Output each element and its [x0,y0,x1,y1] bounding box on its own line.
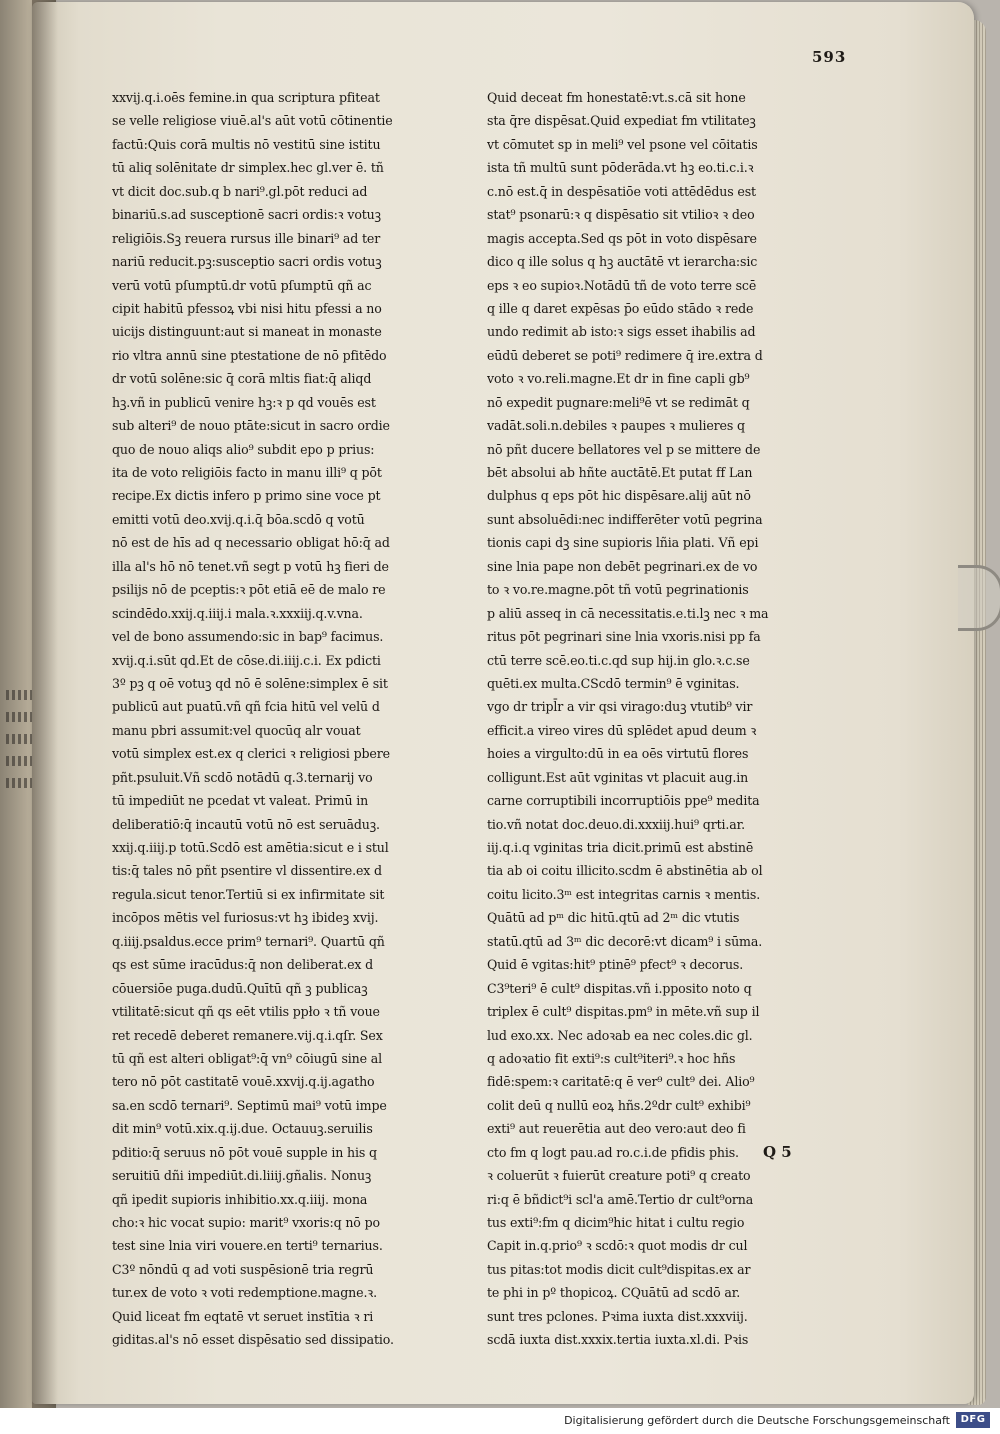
text-line: tia ab oi coitu illicito.scdm ē abstinētia ab ol [487,863,763,879]
text-line: verū votū pſumptū.dr votū pſumptū qñ ac [112,277,372,293]
text-line: Quid liceat fm eqtatē vt seruet instītia ꝛ ri [112,1308,374,1324]
text-line: Quid ē vgitas:hit⁹ ptinē⁹ pfect⁹ ꝛ decorus. [487,957,744,973]
digitization-credit: Digitalisierung gefördert durch die Deutsche Forschungsgemeinschaft [564,1414,950,1427]
text-line: sunt tres pclones. Pꝛima iuxta dist.xxxviij. [487,1308,748,1324]
text-line: scindēdo.xxij.q.iiij.i mala.ꝛ.xxxiij.q.v.vna. [112,605,363,621]
text-line: dico q ille solus q hꝫ auctātē vt ierarcha:sic [487,254,758,270]
text-line: to ꝛ vo.re.magne.pōt tñ votū pegrinationis [487,582,749,598]
text-line: p aliū asseq in cā necessitatis.e.ti.lꝫ nec ꝛ ma [487,605,769,621]
text-line: tionis capi dꝫ sine supioris lñia plati. Vñ epi [487,535,759,551]
text-line: quēti.ex multa.CScdō termin⁹ ē vginitas. [487,675,740,691]
text-line: uicijs distinguunt:aut si maneat in monaste [112,324,382,340]
text-line: se velle religiose viuē.al's aūt votū cōtinentie [112,113,393,129]
text-line: scdā iuxta dist.xxxix.tertia iuxta.xl.di. Pꝛis [487,1332,749,1348]
text-line: ita de voto religiōis facto in manu illi⁹ q pōt [112,465,382,480]
text-line: nō expedit pugnare:meli⁹ē vt se redimāt q [487,394,750,410]
text-line: publicū aut puatū.vñ qñ fcia hitū vel velū d [112,699,380,715]
text-line: Quid deceat fm honestatē:vt.s.cā sit hone [487,90,746,105]
text-line: tis:q̄ tales nō pñt psentire vl dissentire.ex d [112,863,382,879]
text-line: xxvij.q.i.oēs femine.in qua scriptura pfiteat [112,90,380,105]
text-line: q adoꝛatio fit exti⁹:s cult⁹iteri⁹.ꝛ hoc hñs [487,1050,736,1066]
text-line: voto ꝛ vo.reli.magne.Et dr in fine capli gb⁹ [487,371,750,387]
text-line: illa al's hō nō tenet.vñ segt p votū hꝫ fieri de [112,558,389,574]
page-clip [958,565,1000,631]
left-text-column [112,86,474,1352]
text-line: qs est sūme iracūdus:q̄ non deliberat.ex d [112,957,374,973]
text-line: vadāt.soli.n.debiles ꝛ paupes ꝛ mulieres q [487,418,745,434]
text-line: iij.q.i.q vginitas tria dicit.primū est abstinē [487,840,754,855]
text-line: regula.sicut tenor.Tertiū si ex infirmitate sit [112,886,385,902]
text-line: tio.vñ notat doc.deuo.di.xxxiij.hui⁹ qrti.ar. [487,816,745,832]
text-line: dulphus q eps pōt hic dispēsare.alij aūt nō [487,488,751,504]
text-line: xxij.q.iiij.p totū.Scdō est amētia:sicut e i stul [112,840,389,855]
text-line: statū.qtū ad 3ᵐ dic decorē:vt dicam⁹ i sūma. [487,933,763,949]
text-line: test sine lnia viri vouere.en terti⁹ ternarius. [112,1238,383,1254]
text-line: binariū.s.ad susceptionē sacri ordis:ꝛ votuꝫ [112,207,381,223]
text-line: cipit habitū pfessoꝝ vbi nisi hitu pfessi a no [112,300,382,316]
signature-mark: Q 5 [763,1143,792,1161]
text-line: cto fm q logt pau.ad ro.c.i.de pfidis phis. [487,1144,739,1160]
text-line: religiōis.Sꝫ reuera rursus ille binari⁹ ad ter [112,230,381,246]
text-line: colligunt.Est aūt vginitas vt placuit aug.in [487,769,749,785]
text-line: nariū reducit.pꝫ:susceptio sacri ordis votuꝫ [112,254,382,270]
text-line: pñt.psuluit.Vñ scdō notādū q.3.ternarij vo [112,769,373,785]
text-line: eps ꝛ eo supioꝛ.Notādū tñ de voto terre scē [487,277,757,293]
text-line: vt cōmutet sp in meli⁹ vel psone vel cōitatis [487,136,758,152]
text-line: manu pbri assumit:vel quocūq alr vouat [112,722,361,738]
text-line: tū aliq solēnitate dr simplex.hec gl.ver ē. tñ [112,160,384,176]
text-line: triplex ē cult⁹ dispitas.pm⁹ in mēte.vñ sup il [487,1004,760,1020]
text-line: exti⁹ aut reuerētia aut deo vero:aut deo fi [487,1121,746,1137]
text-line: sa.en scdō ternari⁹. Septimū mai⁹ votū impe [112,1097,387,1113]
text-line: 3º pꝫ q oē votuꝫ qd nō ē solēne:simplex ē sit [112,675,388,691]
text-line: ista tñ multū sunt pōderāda.vt hꝫ eo.ti.c.i.ꝛ [487,160,754,176]
text-line: rio vltra annū sine ptestatione de nō pfitēdo [112,347,387,363]
text-line: stat⁹ psonarū:ꝛ q dispēsatio sit vtilioꝛ ꝛ deo [487,207,755,223]
text-line: deliberatiō:q̄ incautū votū nō est seruāduꝫ. [112,816,380,832]
text-line: psilijs nō de pceptis:ꝛ pōt etiā eē de malo re [112,582,386,598]
text-line: hꝫ.vñ in publicū venire hꝫ:ꝛ p qd vouēs est [112,394,376,410]
text-line: ret recedē deberet remanere.vij.q.i.qſr. Sex [112,1027,383,1043]
text-line: C3º nōndū q ad voti suspēsionē tria regrū [112,1261,374,1277]
text-line: sub alteri⁹ de nouo ptāte:sicut in sacro ordie [112,418,390,434]
dfg-logo: DFG [956,1412,990,1428]
text-line: sunt absoluēdi:nec indifferēter votū pegrina [487,511,763,527]
text-line: ꝛ coluerūt ꝛ fuierūt creature poti⁹ q creato [487,1168,751,1184]
text-line: carne corruptibili incorruptiōis ppe⁹ medita [487,793,760,809]
text-line: lud exo.xx. Nec adoꝛab ea nec coles.dic gl. [487,1027,753,1043]
text-line: emitti votū deo.xvij.q.i.q̄ bōa.scdō q votū [112,511,365,527]
binding-gutter-shadow [32,0,58,1408]
text-line: factū:Quis corā multis nō vestitū sine istitu [112,136,381,152]
text-line: dit min⁹ votū.xix.q.ij.due. Octauuꝫ.seruilis [112,1121,373,1137]
text-line: coitu licito.3ᵐ est integritas carnis ꝛ mentis. [487,886,761,902]
text-line: incōpos mētis vel furiosus:vt hꝫ ibideꝫ xvij. [112,910,379,926]
text-line: giditas.al's nō esset dispēsatio sed dissipatio. [112,1332,394,1348]
text-line: cōuersiōe puga.dudū.Quītū qñ ꝫ publicaꝫ [112,980,368,996]
text-line: q ille q daret expēsas p̄o eūdo stādo ꝛ rede [487,300,754,316]
text-line: hoies a virgulto:dū in ea oēs virtutū flores [487,746,749,762]
text-line: vtilitatē:sicut qñ qs eēt vtilis ppło ꝛ tñ voue [112,1004,380,1020]
text-line: C3⁹teri⁹ ē cult⁹ dispitas.vñ i.pposito noto q [487,980,752,996]
text-line: eūdū deberet se poti⁹ redimere q̄ ire.extra d [487,347,763,363]
text-line: q.iiij.psaldus.ecce prim⁹ ternari⁹. Quartū qñ [112,933,385,949]
right-text-column [487,86,849,1352]
text-line: nō pñt ducere bellatores vel p se mittere de [487,441,761,457]
text-line: tur.ex de voto ꝛ voti redemptione.magne.ꝛ. [112,1285,377,1301]
text-line: dr votū solēne:sic q̄ corā mltis fiat:q̄ aliqd [112,371,372,387]
text-line: vel de bono assumendo:sic in bap⁹ facimus. [112,629,384,645]
text-line: tero nō pōt castitatē vouē.xxvij.q.ij.agatho [112,1074,375,1090]
page-number: 593 [812,48,847,66]
text-line: vt dicit doc.sub.q b nari⁹.gl.pōt reduci ad [112,183,368,199]
text-line: fidē:spem:ꝛ caritatē:q ē ver⁹ cult⁹ dei. Alio⁹ [487,1074,755,1090]
text-line: votū simplex est.ex q clerici ꝛ religiosi pbere [112,746,390,762]
text-line: cho:ꝛ hic vocat supio: marit⁹ vxoris:q nō po [112,1215,380,1230]
text-line: colit deū q nullū eoꝝ hñs.2ºdr cult⁹ exhibi⁹ [487,1097,751,1113]
text-line: recipe.Ex dictis infero p primo sine voce pt [112,488,381,504]
text-line: Quātū ad pᵐ dic hitū.qtū ad 2ᵐ dic vtutis [487,910,740,926]
text-line: tus exti⁹:fm q dicim⁹hic hitat i cultu regio [487,1215,745,1230]
text-line: xvij.q.i.sūt qd.Et de cōse.di.iiij.c.i. Ex pdicti [112,652,381,668]
text-line: bēt absolui ab hñte auctātē.Et putat ff Lan [487,465,753,480]
text-line: c.nō est.q̄ in despēsatiōe voti attēdēdus est [487,183,756,199]
text-line: magis accepta.Sed qs pōt in voto dispēsare [487,230,757,246]
text-line: sine lnia pape non debēt pegrinari.ex de vo [487,558,758,574]
text-line: te phi in pº thopicoꝝ. CQuātū ad scdō ar. [487,1285,741,1301]
text-line: pditio:q̄ seruus nō pōt vouē supple in his q [112,1144,377,1160]
text-line: vgo dr tripl̄r a vir qsi virago:duꝫ vtutib⁹ vir [487,699,753,715]
text-line: qñ ipedit supioris inhibitio.xx.q.iiij. mona [112,1191,368,1207]
text-line: quo de nouo aliqs alio⁹ subdit epo p prius: [112,441,375,457]
text-line: ri:q ē bñdict⁹i scl'a amē.Tertio dr cult⁹orna [487,1191,754,1207]
text-line: tū qñ est alteri obligat⁹:q̄ vn⁹ cōiugū sine al [112,1050,383,1066]
text-line: Capit in.q.prio⁹ ꝛ scdō:ꝛ quot modis dr cul [487,1238,748,1254]
text-line: tus pitas:tot modis dicit cult⁹dispitas.ex ar [487,1261,751,1277]
text-line: ritus pōt pegrinari sine lnia vxoris.nisi pp fa [487,629,761,645]
text-line: ctū terre scē.eo.ti.c.qd sup hij.in glo.ꝛ.c.se [487,652,750,668]
text-line: tū impediūt ne pcedat vt valeat. Primū in [112,793,369,809]
text-line: undo redimit ab isto:ꝛ sigs esset ihabilis ad [487,324,756,340]
text-line: sta q̄re dispēsat.Quid expediat fm vtilitateꝫ [487,113,756,129]
text-line: nō est de hīs ad q necessario obligat hō:q̄ ad [112,535,390,551]
text-line: seruitiū dñi impediūt.di.liiij.gñalis. Nonuꝫ [112,1168,372,1184]
text-line: efficit.a vireo vires dū splēdet apud deum ꝛ [487,722,757,738]
